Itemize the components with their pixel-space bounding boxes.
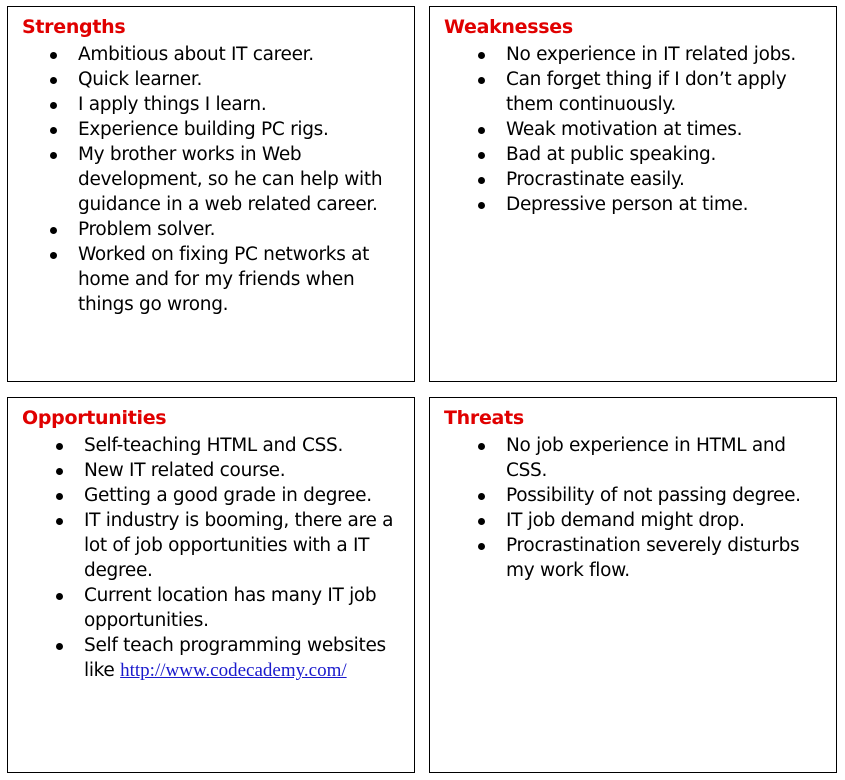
bullet-icon [50, 227, 57, 234]
list-item: IT industry is booming, there are a lot of job opportunities with a IT degree. [84, 508, 406, 583]
bullet-icon [56, 643, 63, 650]
weaknesses-list [430, 42, 828, 217]
strengths-list [8, 42, 406, 317]
list-item: IT job demand might drop. [506, 508, 828, 533]
bullet-icon [50, 52, 57, 59]
list-item: I apply things I learn. [78, 92, 406, 117]
list-item: No experience in IT related jobs. [506, 42, 828, 67]
opportunities-title: Opportunities [22, 407, 167, 429]
list-item: Self-teaching HTML and CSS. [84, 433, 406, 458]
bullet-icon [56, 593, 63, 600]
list-item: Worked on fixing PC networks at home and for my friends when things go wrong. [78, 242, 406, 317]
list-item: Weak motivation at times. [506, 117, 828, 142]
bullet-icon [478, 177, 485, 184]
bullet-icon [56, 493, 63, 500]
strengths-title: Strengths [22, 16, 126, 38]
bullet-icon [56, 468, 63, 475]
opportunities-list [8, 433, 406, 683]
bullet-icon [478, 77, 485, 84]
weaknesses-title: Weaknesses [444, 16, 573, 38]
bullet-icon [50, 102, 57, 109]
bullet-icon [478, 493, 485, 500]
threats-box [429, 397, 837, 773]
list-item: New IT related course. [84, 458, 406, 483]
bullet-icon [478, 202, 485, 209]
list-item: Can forget thing if I don’t apply them continuously. [506, 67, 828, 117]
list-item: Ambitious about IT career. [78, 42, 406, 67]
bullet-icon [50, 152, 57, 159]
list-item: No job experience in HTML and CSS. [506, 433, 828, 483]
weaknesses-box [429, 6, 837, 382]
list-item: Problem solver. [78, 217, 406, 242]
list-item: My brother works in Web development, so he can help with guidance in a web related career. [78, 142, 406, 217]
bullet-icon [478, 543, 485, 550]
bullet-icon [478, 443, 485, 450]
bullet-icon [56, 518, 63, 525]
list-item: Procrastinate easily. [506, 167, 828, 192]
list-item: Quick learner. [78, 67, 406, 92]
bullet-icon [478, 518, 485, 525]
list-item: Experience building PC rigs. [78, 117, 406, 142]
list-item: Depressive person at time. [506, 192, 828, 217]
strengths-box [7, 6, 415, 382]
list-item: Possibility of not passing degree. [506, 483, 828, 508]
threats-title: Threats [444, 407, 524, 429]
bullet-icon [56, 443, 63, 450]
bullet-icon [478, 52, 485, 59]
threats-list [430, 433, 828, 583]
bullet-icon [50, 77, 57, 84]
bullet-icon [478, 152, 485, 159]
list-item: Getting a good grade in degree. [84, 483, 406, 508]
bullet-icon [50, 127, 57, 134]
opportunities-box [7, 397, 415, 773]
codecademy-link[interactable]: http://www.codecademy.com/ [120, 660, 347, 681]
list-item: Self teach programming websites like http://www.codecademy.com/ [84, 633, 406, 683]
list-item: Procrastination severely disturbs my work flow. [506, 533, 828, 583]
list-item: Current location has many IT job opportunities. [84, 583, 406, 633]
bullet-icon [478, 127, 485, 134]
bullet-icon [50, 252, 57, 259]
list-item: Bad at public speaking. [506, 142, 828, 167]
